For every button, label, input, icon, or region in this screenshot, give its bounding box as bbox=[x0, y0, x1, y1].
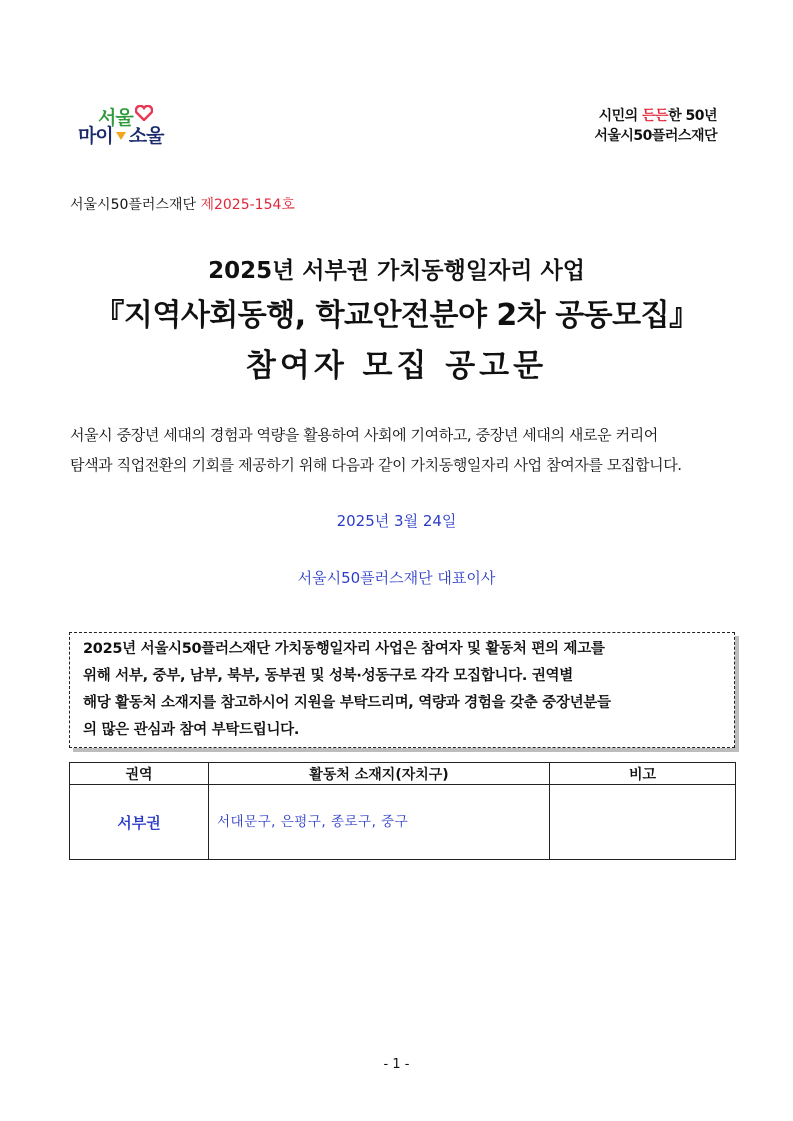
document-number bbox=[70, 194, 295, 214]
sender-signature: 서울시50플러스재단 대표이사 bbox=[297, 569, 496, 587]
logo-text-soul: 소울 bbox=[128, 125, 164, 147]
notice-box: 2025년 서울시50플러스재단 가치동행일자리 사업은 참여자 및 활동처 편의 제고를 위해 서부, 중부, 남부, 북부, 동부권 및 성북·성동구로 각각 모집합니다. 권역별 해당 활동처 소재지를 참고하시어 지원을 부탁드리며, 역량과 경험을 갖춘 중장년분들 의 많은 관심과 참여 부탁드립니다. bbox=[69, 632, 735, 748]
table-row bbox=[70, 785, 736, 860]
logo-mark-icon bbox=[114, 128, 128, 144]
notice-box-shadow-bottom bbox=[73, 748, 739, 752]
announcement-date: 2025년 3월 24일 bbox=[336, 512, 457, 530]
cell-region: 서부권 bbox=[70, 785, 209, 860]
slogan-highlight: 든든 bbox=[642, 108, 669, 124]
logo-text-my: 마이 bbox=[78, 125, 113, 147]
doc-org: 서울시50플러스재단 bbox=[70, 197, 197, 213]
page-number: - 1 - bbox=[383, 1057, 410, 1072]
header-slogan: 시민의 든든한 50년 서울시50플러스재단 bbox=[594, 108, 717, 144]
title-line-2: 『지역사회동행, 학교안전분야 2차 공동모집』 bbox=[94, 298, 699, 333]
title-line-1: 2025년 서부권 가치동행일자리 사업 bbox=[208, 258, 585, 284]
header-region: 권역 bbox=[70, 763, 209, 785]
header-note: 비고 bbox=[550, 763, 736, 785]
table-header-row bbox=[70, 763, 736, 785]
heart-icon bbox=[135, 105, 153, 121]
cell-location: 서대문구, 은평구, 종로구, 중구 bbox=[209, 785, 550, 860]
seoul-my-soul-logo bbox=[78, 103, 198, 147]
logo-text-seoul: 서울 bbox=[98, 107, 133, 129]
header-location: 활동처 소재지(자치구) bbox=[209, 763, 550, 785]
title-line-3: 참여자 모집 공고문 bbox=[245, 348, 548, 384]
slogan-org: 서울시50플러스재단 bbox=[594, 128, 717, 144]
intro-paragraph: 서울시 중장년 세대의 경험과 역량을 활용하여 사회에 기여하고, 중장년 세대의 새로운 커리어 탐색과 직업전환의 기회를 제공하기 위해 다음과 같이 가치동행일자리 사업 참여자를 모집합니다. bbox=[70, 426, 682, 474]
cell-note bbox=[550, 785, 736, 860]
notice-box-shadow bbox=[735, 636, 739, 752]
doc-number-value: 제2025-154호 bbox=[200, 197, 295, 213]
region-table bbox=[69, 762, 736, 860]
